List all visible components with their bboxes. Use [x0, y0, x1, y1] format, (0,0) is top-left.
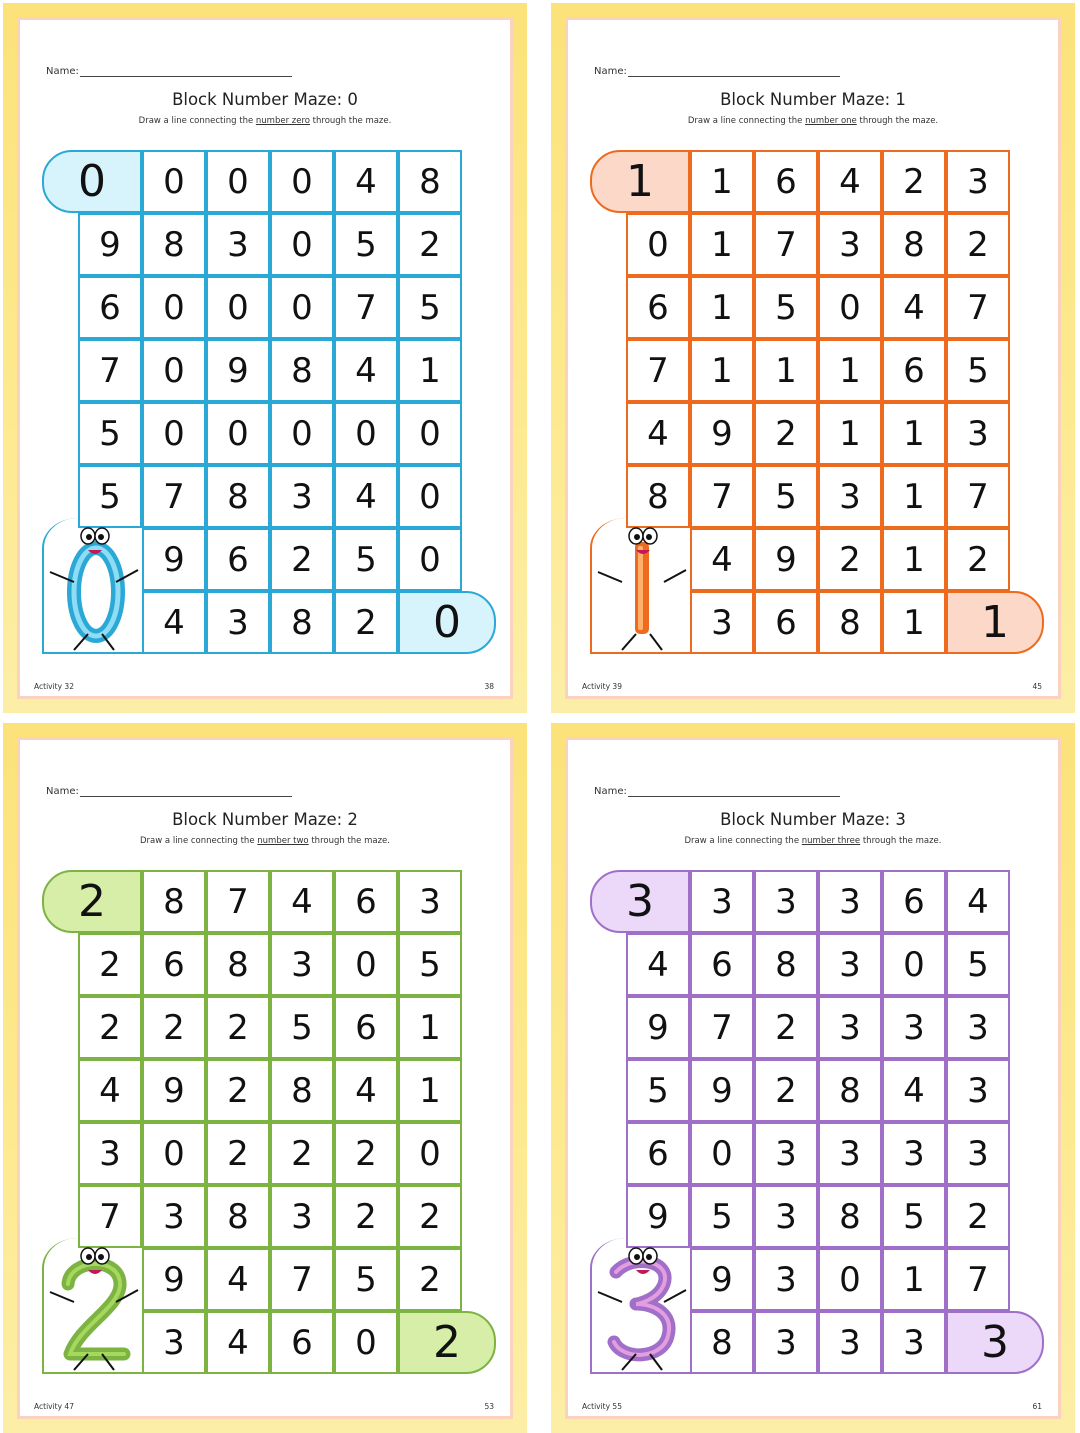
maze-cell[interactable]: 2 [142, 996, 206, 1059]
worksheet-page [551, 723, 1075, 1433]
maze-cell[interactable]: 4 [334, 465, 398, 528]
maze-cell[interactable]: 2 [946, 528, 1010, 591]
maze-cell[interactable]: 0 [142, 150, 206, 213]
maze-cell[interactable]: 9 [690, 1248, 754, 1311]
number-maze [20, 740, 516, 1422]
maze-cell[interactable]: 3 [754, 1311, 818, 1374]
maze-cell[interactable]: 4 [270, 870, 334, 933]
maze-cell[interactable]: 0 [398, 528, 462, 591]
maze-cell[interactable]: 7 [690, 996, 754, 1059]
maze-cell[interactable]: 5 [754, 276, 818, 339]
maze-cell[interactable]: 3 [142, 1185, 206, 1248]
maze-cell[interactable]: 7 [334, 276, 398, 339]
maze-cell[interactable]: 1 [690, 213, 754, 276]
maze-cell[interactable]: 7 [946, 1248, 1010, 1311]
maze-cell[interactable]: 6 [882, 870, 946, 933]
maze-cell[interactable]: 7 [206, 870, 270, 933]
maze-cell[interactable]: 3 [270, 465, 334, 528]
maze-cell[interactable]: 3 [818, 933, 882, 996]
maze-cell[interactable]: 3 [754, 1185, 818, 1248]
maze-cell[interactable]: 8 [818, 591, 882, 654]
maze-cell[interactable]: 3 [754, 870, 818, 933]
maze-cell[interactable]: 2 [754, 996, 818, 1059]
maze-cell[interactable]: 3 [882, 1122, 946, 1185]
maze-cell[interactable]: 0 [270, 402, 334, 465]
maze-start-cell[interactable]: 2 [42, 870, 142, 933]
maze-cell[interactable]: 1 [398, 339, 462, 402]
maze-cell[interactable]: 7 [78, 1185, 142, 1248]
maze-cell[interactable]: 5 [334, 1248, 398, 1311]
maze-cell[interactable]: 4 [206, 1248, 270, 1311]
instruction-keyword: number three [801, 836, 861, 846]
maze-cell[interactable]: 1 [882, 1248, 946, 1311]
maze-cell[interactable]: 3 [206, 591, 270, 654]
maze-cell[interactable]: 2 [398, 1185, 462, 1248]
maze-cell[interactable]: 8 [142, 870, 206, 933]
activity-label: Activity 39 [582, 682, 622, 691]
maze-cell[interactable]: 7 [690, 465, 754, 528]
maze-cell[interactable]: 6 [882, 339, 946, 402]
maze-cell[interactable]: 2 [78, 996, 142, 1059]
maze-cell[interactable]: 3 [946, 150, 1010, 213]
page-number: 61 [1032, 1402, 1042, 1411]
maze-cell[interactable]: 8 [754, 933, 818, 996]
maze-cell[interactable]: 0 [398, 1122, 462, 1185]
maze-cell[interactable]: 7 [754, 213, 818, 276]
maze-cell[interactable]: 2 [946, 1185, 1010, 1248]
maze-cell[interactable]: 3 [946, 1122, 1010, 1185]
maze-end-cell[interactable]: 1 [946, 591, 1044, 654]
maze-cell[interactable]: 2 [270, 1122, 334, 1185]
maze-cell[interactable]: 7 [78, 339, 142, 402]
maze-cell[interactable]: 8 [398, 150, 462, 213]
maze-cell[interactable]: 2 [754, 1059, 818, 1122]
maze-cell[interactable]: 3 [270, 933, 334, 996]
maze-start-cell[interactable]: 3 [590, 870, 690, 933]
maze-cell[interactable]: 9 [142, 1059, 206, 1122]
maze-cell[interactable]: 7 [946, 276, 1010, 339]
maze-start-cell[interactable]: 0 [42, 150, 142, 213]
maze-cell[interactable]: 5 [78, 402, 142, 465]
maze-cell[interactable]: 3 [754, 1122, 818, 1185]
maze-cell[interactable]: 5 [334, 528, 398, 591]
maze-cell[interactable]: 6 [142, 933, 206, 996]
maze-cell[interactable]: 3 [882, 996, 946, 1059]
maze-cell[interactable]: 2 [78, 933, 142, 996]
activity-label: Activity 32 [34, 682, 74, 691]
maze-cell[interactable]: 8 [818, 1185, 882, 1248]
maze-cell[interactable]: 2 [206, 1122, 270, 1185]
worksheet-sheet [17, 17, 513, 699]
maze-cell[interactable]: 7 [946, 465, 1010, 528]
maze-cell[interactable]: 5 [882, 1185, 946, 1248]
maze-cell[interactable]: 9 [206, 339, 270, 402]
maze-cell[interactable]: 0 [206, 276, 270, 339]
maze-cell[interactable]: 9 [78, 213, 142, 276]
maze-cell[interactable]: 0 [270, 150, 334, 213]
maze-cell[interactable]: 1 [882, 465, 946, 528]
maze-cell[interactable]: 6 [626, 1122, 690, 1185]
maze-cell[interactable]: 2 [270, 528, 334, 591]
maze-cell[interactable]: 3 [754, 1248, 818, 1311]
maze-cell[interactable]: 5 [78, 465, 142, 528]
maze-cell[interactable]: 0 [882, 933, 946, 996]
maze-cell[interactable]: 4 [882, 1059, 946, 1122]
maze-cell[interactable]: 5 [946, 933, 1010, 996]
activity-label: Activity 47 [34, 1402, 74, 1411]
maze-cell[interactable]: 8 [882, 213, 946, 276]
maze-cell[interactable]: 0 [142, 402, 206, 465]
maze-cell[interactable]: 2 [398, 213, 462, 276]
maze-cell[interactable]: 5 [754, 465, 818, 528]
maze-cell[interactable]: 4 [334, 150, 398, 213]
instruction-text: through the maze. [309, 116, 392, 126]
maze-start-cell[interactable]: 1 [590, 150, 690, 213]
maze-cell[interactable]: 2 [818, 528, 882, 591]
maze-cell[interactable]: 2 [334, 591, 398, 654]
maze-cell[interactable]: 8 [626, 465, 690, 528]
instruction-keyword: number one [805, 116, 857, 126]
page-number: 38 [484, 682, 494, 691]
maze-cell[interactable]: 3 [882, 1311, 946, 1374]
maze-cell[interactable]: 2 [334, 1185, 398, 1248]
maze-cell[interactable]: 1 [690, 150, 754, 213]
maze-cell[interactable]: 3 [398, 870, 462, 933]
maze-cell[interactable]: 6 [270, 1311, 334, 1374]
maze-cell[interactable]: 7 [142, 465, 206, 528]
maze-cell[interactable]: 2 [398, 1248, 462, 1311]
one-character-icon [592, 524, 692, 658]
maze-cell[interactable]: 7 [626, 339, 690, 402]
maze-cell[interactable]: 4 [334, 1059, 398, 1122]
maze-title: Block Number Maze: 0 [172, 90, 358, 109]
zero-character-icon [44, 524, 144, 658]
maze-cell[interactable]: 8 [142, 213, 206, 276]
maze-cell[interactable]: 1 [398, 996, 462, 1059]
maze-cell[interactable]: 4 [626, 402, 690, 465]
maze-cell[interactable]: 0 [818, 1248, 882, 1311]
name-label: Name: [46, 66, 79, 77]
maze-cell[interactable]: 4 [206, 1311, 270, 1374]
maze-cell[interactable]: 4 [142, 591, 206, 654]
maze-cell[interactable]: 2 [206, 1059, 270, 1122]
maze-cell[interactable]: 1 [882, 528, 946, 591]
instruction-text: Draw a line connecting the [140, 836, 258, 846]
maze-cell[interactable]: 2 [754, 402, 818, 465]
instruction-text: through the maze. [856, 116, 939, 126]
maze-cell[interactable]: 8 [206, 465, 270, 528]
maze-cell[interactable]: 8 [270, 339, 334, 402]
maze-end-cell[interactable]: 0 [398, 591, 496, 654]
three-character-icon [592, 1244, 692, 1378]
name-label: Name: [46, 786, 79, 797]
maze-cell[interactable]: 0 [270, 213, 334, 276]
maze-cell[interactable]: 1 [882, 402, 946, 465]
maze-title: Block Number Maze: 3 [720, 810, 906, 829]
maze-cell[interactable]: 5 [270, 996, 334, 1059]
maze-cell[interactable]: 3 [818, 465, 882, 528]
maze-cell[interactable]: 3 [818, 870, 882, 933]
maze-cell[interactable]: 6 [690, 933, 754, 996]
maze-cell[interactable]: 9 [690, 1059, 754, 1122]
maze-cell[interactable]: 3 [270, 1185, 334, 1248]
maze-cell[interactable]: 3 [818, 996, 882, 1059]
maze-cell[interactable]: 8 [206, 933, 270, 996]
maze-cell[interactable]: 5 [398, 276, 462, 339]
instruction-keyword: number zero [255, 116, 310, 126]
maze-cell[interactable]: 2 [206, 996, 270, 1059]
maze-cell[interactable]: 0 [334, 402, 398, 465]
maze-cell[interactable]: 0 [206, 402, 270, 465]
maze-cell[interactable]: 0 [142, 1122, 206, 1185]
maze-cell[interactable]: 3 [818, 213, 882, 276]
maze-cell[interactable]: 1 [818, 339, 882, 402]
maze-cell[interactable]: 4 [882, 276, 946, 339]
maze-cell[interactable]: 4 [78, 1059, 142, 1122]
maze-cell[interactable]: 5 [626, 1059, 690, 1122]
worksheet-sheet [565, 737, 1061, 1419]
maze-cell[interactable]: 6 [334, 996, 398, 1059]
maze-cell[interactable]: 3 [946, 402, 1010, 465]
maze-cell[interactable]: 3 [142, 1311, 206, 1374]
maze-cell[interactable]: 4 [946, 870, 1010, 933]
maze-cell[interactable]: 3 [690, 591, 754, 654]
maze-cell[interactable]: 1 [690, 276, 754, 339]
maze-cell[interactable]: 4 [626, 933, 690, 996]
activity-label: Activity 55 [582, 1402, 622, 1411]
maze-cell[interactable]: 8 [270, 591, 334, 654]
maze-cell[interactable]: 9 [142, 528, 206, 591]
page-number: 45 [1032, 682, 1042, 691]
maze-cell[interactable]: 0 [206, 150, 270, 213]
maze-cell[interactable]: 8 [206, 1185, 270, 1248]
maze-cell[interactable]: 9 [754, 528, 818, 591]
maze-cell[interactable]: 4 [690, 528, 754, 591]
maze-cell[interactable]: 8 [270, 1059, 334, 1122]
maze-cell[interactable]: 8 [818, 1059, 882, 1122]
number-maze [568, 20, 1064, 702]
instruction-keyword: number two [257, 836, 309, 846]
instruction-text: through the maze. [308, 836, 390, 846]
maze-cell[interactable]: 6 [334, 870, 398, 933]
maze-title: Block Number Maze: 1 [720, 90, 906, 109]
instruction-text: Draw a line connecting the [687, 116, 806, 126]
instruction-text: through the maze. [860, 836, 942, 846]
maze-cell[interactable]: 6 [78, 276, 142, 339]
maze-cell[interactable]: 3 [946, 996, 1010, 1059]
maze-cell[interactable]: 5 [334, 213, 398, 276]
maze-cell[interactable]: 0 [334, 933, 398, 996]
worksheet-page [3, 723, 527, 1433]
number-maze [568, 740, 1064, 1422]
maze-cell[interactable]: 4 [818, 150, 882, 213]
maze-cell[interactable]: 9 [690, 402, 754, 465]
maze-cell[interactable]: 6 [754, 150, 818, 213]
maze-cell[interactable]: 3 [818, 1311, 882, 1374]
maze-cell[interactable]: 6 [626, 276, 690, 339]
maze-cell[interactable]: 1 [690, 339, 754, 402]
maze-cell[interactable]: 0 [142, 339, 206, 402]
maze-end-cell[interactable]: 3 [946, 1311, 1044, 1374]
worksheet-page [3, 3, 527, 713]
page-number: 53 [484, 1402, 494, 1411]
maze-title: Block Number Maze: 2 [172, 810, 358, 829]
two-character-icon [44, 1244, 144, 1378]
maze-cell[interactable]: 3 [818, 1122, 882, 1185]
maze-cell[interactable]: 6 [754, 591, 818, 654]
maze-cell[interactable]: 1 [882, 591, 946, 654]
maze-cell[interactable]: 0 [142, 276, 206, 339]
maze-cell[interactable]: 8 [690, 1311, 754, 1374]
number-maze [20, 20, 516, 702]
maze-cell[interactable]: 0 [270, 276, 334, 339]
maze-cell[interactable]: 0 [690, 1122, 754, 1185]
maze-cell[interactable]: 6 [206, 528, 270, 591]
name-label: Name: [594, 786, 627, 797]
maze-cell[interactable]: 5 [690, 1185, 754, 1248]
maze-cell[interactable]: 2 [334, 1122, 398, 1185]
maze-cell[interactable]: 2 [946, 213, 1010, 276]
maze-cell[interactable]: 0 [334, 1311, 398, 1374]
maze-cell[interactable]: 7 [270, 1248, 334, 1311]
maze-cell[interactable]: 3 [946, 1059, 1010, 1122]
maze-cell[interactable]: 1 [818, 402, 882, 465]
worksheet-sheet [565, 17, 1061, 699]
maze-cell[interactable]: 1 [754, 339, 818, 402]
maze-cell[interactable]: 0 [398, 465, 462, 528]
maze-cell[interactable]: 3 [206, 213, 270, 276]
maze-cell[interactable]: 0 [398, 402, 462, 465]
maze-cell[interactable]: 3 [78, 1122, 142, 1185]
maze-cell[interactable]: 9 [626, 1185, 690, 1248]
maze-cell[interactable]: 9 [626, 996, 690, 1059]
maze-cell[interactable]: 2 [882, 150, 946, 213]
maze-cell[interactable]: 4 [334, 339, 398, 402]
maze-cell[interactable]: 0 [818, 276, 882, 339]
name-label: Name: [594, 66, 627, 77]
maze-cell[interactable]: 0 [626, 213, 690, 276]
instruction-text: Draw a line connecting the [138, 116, 256, 126]
maze-end-cell[interactable]: 2 [398, 1311, 496, 1374]
instruction-text: Draw a line connecting the [684, 836, 802, 846]
maze-cell[interactable]: 5 [398, 933, 462, 996]
maze-cell[interactable]: 9 [142, 1248, 206, 1311]
maze-cell[interactable]: 5 [946, 339, 1010, 402]
worksheet-page [551, 3, 1075, 713]
worksheet-sheet [17, 737, 513, 1419]
maze-cell[interactable]: 3 [690, 870, 754, 933]
maze-cell[interactable]: 1 [398, 1059, 462, 1122]
